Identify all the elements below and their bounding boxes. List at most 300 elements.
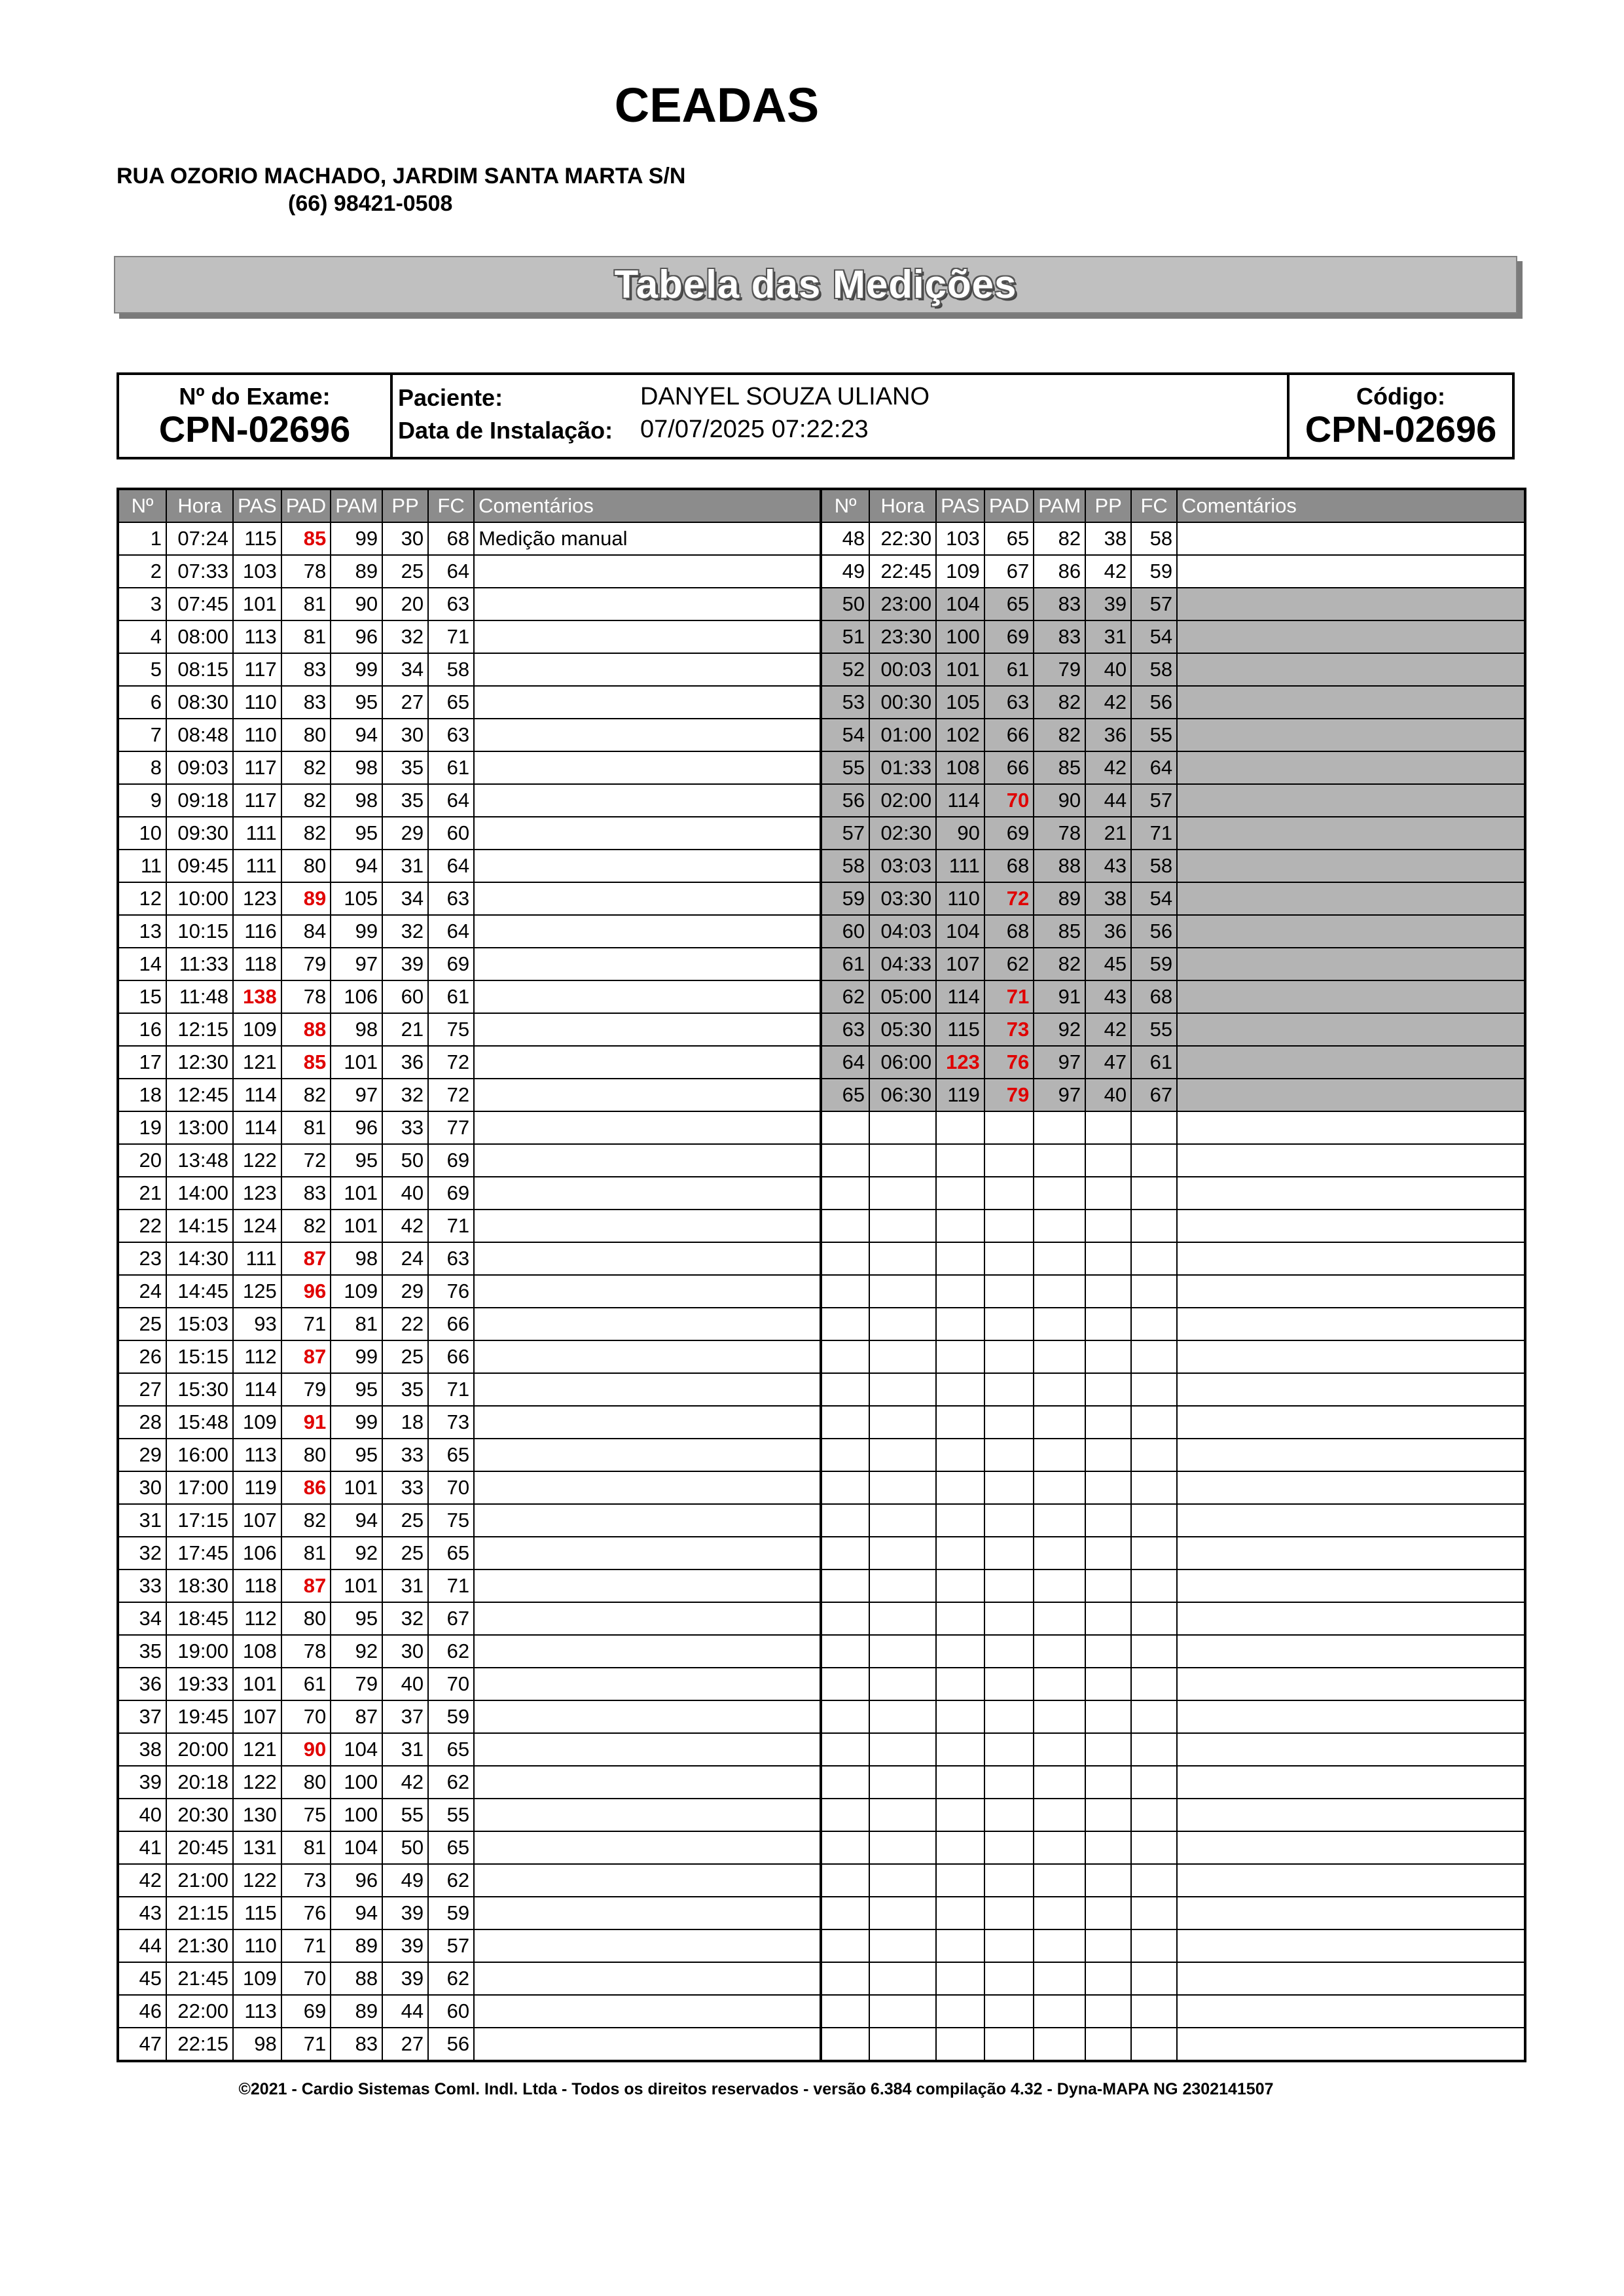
left-cell-time: 12:30 bbox=[166, 1046, 233, 1079]
left-header-number: Nº bbox=[118, 489, 166, 522]
right-cell-pas: 102 bbox=[936, 719, 984, 751]
right-cell-pad bbox=[984, 1308, 1034, 1340]
left-cell-pp: 18 bbox=[382, 1406, 428, 1439]
right-cell-time bbox=[869, 1471, 936, 1504]
left-cell-pam: 99 bbox=[331, 653, 382, 686]
right-cell-comments bbox=[1177, 1210, 1525, 1242]
exam-number-label: Nº do Exame: bbox=[179, 383, 331, 410]
left-header-time: Hora bbox=[166, 489, 233, 522]
right-cell-number bbox=[821, 1635, 869, 1668]
left-cell-number: 28 bbox=[118, 1406, 166, 1439]
left-cell-time: 14:30 bbox=[166, 1242, 233, 1275]
right-cell-fc bbox=[1131, 1831, 1177, 1864]
right-cell-fc bbox=[1131, 1537, 1177, 1570]
right-cell-pp: 42 bbox=[1085, 555, 1131, 588]
left-cell-comments bbox=[474, 1766, 821, 1799]
left-cell-pas: 110 bbox=[233, 686, 281, 719]
right-cell-pam: 90 bbox=[1034, 784, 1085, 817]
left-cell-pam: 104 bbox=[331, 1733, 382, 1766]
right-cell-pam bbox=[1034, 1210, 1085, 1242]
right-cell-comments bbox=[1177, 1700, 1525, 1733]
left-cell-pp: 33 bbox=[382, 1439, 428, 1471]
left-cell-comments bbox=[474, 1373, 821, 1406]
exam-number-cell bbox=[119, 375, 393, 457]
left-cell-pad: 78 bbox=[281, 1635, 331, 1668]
left-cell-comments bbox=[474, 1111, 821, 1144]
right-cell-pp bbox=[1085, 1275, 1131, 1308]
right-cell-pad bbox=[984, 1864, 1034, 1897]
right-cell-pas: 111 bbox=[936, 850, 984, 882]
right-cell-pas: 104 bbox=[936, 915, 984, 948]
left-cell-comments bbox=[474, 1897, 821, 1929]
left-cell-pas: 103 bbox=[233, 555, 281, 588]
left-cell-pad: 69 bbox=[281, 1995, 331, 2028]
right-cell-pam: 97 bbox=[1034, 1079, 1085, 1111]
right-cell-pas bbox=[936, 1439, 984, 1471]
left-cell-time: 07:33 bbox=[166, 555, 233, 588]
right-cell-pad bbox=[984, 1929, 1034, 1962]
right-cell-fc bbox=[1131, 1144, 1177, 1177]
left-cell-pam: 109 bbox=[331, 1275, 382, 1308]
left-cell-time: 10:00 bbox=[166, 882, 233, 915]
right-cell-time bbox=[869, 1340, 936, 1373]
left-cell-pad: 80 bbox=[281, 1439, 331, 1471]
exam-number-value: CPN-02696 bbox=[158, 408, 351, 450]
right-cell-number: 55 bbox=[821, 751, 869, 784]
right-cell-pad: 71 bbox=[984, 980, 1034, 1013]
right-cell-pad bbox=[984, 1831, 1034, 1864]
left-cell-pam: 97 bbox=[331, 1079, 382, 1111]
table-row bbox=[118, 1079, 1525, 1111]
left-cell-comments bbox=[474, 1471, 821, 1504]
left-cell-pas: 123 bbox=[233, 1177, 281, 1210]
left-cell-pas: 111 bbox=[233, 850, 281, 882]
right-cell-pam bbox=[1034, 1177, 1085, 1210]
left-cell-pam: 98 bbox=[331, 784, 382, 817]
left-cell-comments bbox=[474, 850, 821, 882]
left-cell-pam: 101 bbox=[331, 1046, 382, 1079]
left-cell-number: 34 bbox=[118, 1602, 166, 1635]
left-cell-pas: 113 bbox=[233, 1439, 281, 1471]
right-cell-pam: 82 bbox=[1034, 719, 1085, 751]
right-cell-time bbox=[869, 1799, 936, 1831]
left-cell-comments bbox=[474, 1799, 821, 1831]
right-cell-time bbox=[869, 1635, 936, 1668]
left-cell-pam: 99 bbox=[331, 1406, 382, 1439]
right-cell-fc bbox=[1131, 1373, 1177, 1406]
right-cell-pad: 67 bbox=[984, 555, 1034, 588]
right-cell-pad bbox=[984, 1210, 1034, 1242]
right-cell-pp bbox=[1085, 1504, 1131, 1537]
table-row bbox=[118, 1799, 1525, 1831]
left-cell-fc: 63 bbox=[428, 719, 474, 751]
left-cell-pam: 94 bbox=[331, 1504, 382, 1537]
right-cell-pad: 72 bbox=[984, 882, 1034, 915]
left-cell-pam: 100 bbox=[331, 1766, 382, 1799]
left-cell-pas: 112 bbox=[233, 1602, 281, 1635]
table-row bbox=[118, 588, 1525, 620]
left-cell-pad: 85 bbox=[281, 522, 331, 555]
right-cell-pad bbox=[984, 1700, 1034, 1733]
code-cell bbox=[1287, 375, 1512, 457]
table-row bbox=[118, 653, 1525, 686]
right-cell-pas bbox=[936, 1602, 984, 1635]
right-cell-pam bbox=[1034, 1799, 1085, 1831]
right-cell-time bbox=[869, 1897, 936, 1929]
left-cell-pad: 61 bbox=[281, 1668, 331, 1700]
left-cell-pad: 71 bbox=[281, 1929, 331, 1962]
left-cell-number: 42 bbox=[118, 1864, 166, 1897]
left-cell-fc: 56 bbox=[428, 2028, 474, 2061]
right-cell-number bbox=[821, 1210, 869, 1242]
left-cell-fc: 62 bbox=[428, 1962, 474, 1995]
left-cell-time: 10:15 bbox=[166, 915, 233, 948]
right-header-fc: FC bbox=[1131, 489, 1177, 522]
right-cell-comments bbox=[1177, 1602, 1525, 1635]
left-cell-fc: 62 bbox=[428, 1864, 474, 1897]
right-cell-fc bbox=[1131, 1864, 1177, 1897]
right-cell-time: 06:30 bbox=[869, 1079, 936, 1111]
left-cell-fc: 62 bbox=[428, 1635, 474, 1668]
table-row bbox=[118, 948, 1525, 980]
table-row bbox=[118, 1733, 1525, 1766]
left-cell-pam: 96 bbox=[331, 1111, 382, 1144]
left-cell-pas: 121 bbox=[233, 1733, 281, 1766]
left-cell-fc: 62 bbox=[428, 1766, 474, 1799]
right-cell-pp: 36 bbox=[1085, 719, 1131, 751]
right-cell-pad: 63 bbox=[984, 686, 1034, 719]
left-cell-pas: 107 bbox=[233, 1504, 281, 1537]
left-cell-pp: 25 bbox=[382, 555, 428, 588]
left-cell-time: 21:15 bbox=[166, 1897, 233, 1929]
left-cell-fc: 58 bbox=[428, 653, 474, 686]
right-cell-number bbox=[821, 1929, 869, 1962]
left-cell-comments bbox=[474, 1504, 821, 1537]
left-cell-pas: 116 bbox=[233, 915, 281, 948]
right-cell-pam bbox=[1034, 1242, 1085, 1275]
right-cell-time bbox=[869, 1864, 936, 1897]
right-cell-number bbox=[821, 1864, 869, 1897]
left-cell-time: 15:03 bbox=[166, 1308, 233, 1340]
left-cell-fc: 67 bbox=[428, 1602, 474, 1635]
right-cell-pp bbox=[1085, 1700, 1131, 1733]
left-cell-fc: 64 bbox=[428, 555, 474, 588]
table-row bbox=[118, 817, 1525, 850]
table-row bbox=[118, 1897, 1525, 1929]
right-cell-number bbox=[821, 1373, 869, 1406]
right-cell-time: 01:33 bbox=[869, 751, 936, 784]
left-cell-pp: 39 bbox=[382, 1897, 428, 1929]
left-cell-pas: 101 bbox=[233, 588, 281, 620]
left-cell-pam: 101 bbox=[331, 1210, 382, 1242]
left-cell-fc: 75 bbox=[428, 1013, 474, 1046]
right-cell-pam: 82 bbox=[1034, 686, 1085, 719]
right-cell-pad bbox=[984, 2028, 1034, 2061]
left-cell-number: 1 bbox=[118, 522, 166, 555]
left-cell-pad: 75 bbox=[281, 1799, 331, 1831]
right-cell-pam bbox=[1034, 1340, 1085, 1373]
right-cell-pad bbox=[984, 1897, 1034, 1929]
right-cell-pas: 105 bbox=[936, 686, 984, 719]
left-cell-comments bbox=[474, 980, 821, 1013]
right-cell-pp: 38 bbox=[1085, 522, 1131, 555]
right-header-pp: PP bbox=[1085, 489, 1131, 522]
left-cell-pam: 95 bbox=[331, 1602, 382, 1635]
left-cell-fc: 60 bbox=[428, 1995, 474, 2028]
right-cell-pp bbox=[1085, 1733, 1131, 1766]
right-cell-pad bbox=[984, 1733, 1034, 1766]
right-cell-time bbox=[869, 1537, 936, 1570]
right-cell-comments bbox=[1177, 555, 1525, 588]
left-cell-number: 25 bbox=[118, 1308, 166, 1340]
right-cell-pp bbox=[1085, 1635, 1131, 1668]
left-cell-pas: 101 bbox=[233, 1668, 281, 1700]
left-cell-pas: 130 bbox=[233, 1799, 281, 1831]
right-cell-number: 50 bbox=[821, 588, 869, 620]
right-header-pad: PAD bbox=[984, 489, 1034, 522]
right-cell-fc bbox=[1131, 1995, 1177, 2028]
left-cell-comments bbox=[474, 1570, 821, 1602]
left-cell-fc: 70 bbox=[428, 1471, 474, 1504]
right-cell-comments bbox=[1177, 1373, 1525, 1406]
left-cell-fc: 71 bbox=[428, 620, 474, 653]
left-cell-comments bbox=[474, 719, 821, 751]
table-row bbox=[118, 915, 1525, 948]
right-cell-fc bbox=[1131, 1897, 1177, 1929]
table-row bbox=[118, 1635, 1525, 1668]
left-cell-pas: 138 bbox=[233, 980, 281, 1013]
left-cell-pad: 91 bbox=[281, 1406, 331, 1439]
left-cell-comments bbox=[474, 1602, 821, 1635]
right-cell-comments bbox=[1177, 1929, 1525, 1962]
right-cell-pas: 101 bbox=[936, 653, 984, 686]
right-cell-pas bbox=[936, 1406, 984, 1439]
left-cell-comments bbox=[474, 555, 821, 588]
right-cell-pad bbox=[984, 1144, 1034, 1177]
right-cell-number: 54 bbox=[821, 719, 869, 751]
right-cell-pam bbox=[1034, 1471, 1085, 1504]
left-cell-number: 2 bbox=[118, 555, 166, 588]
right-cell-pas: 115 bbox=[936, 1013, 984, 1046]
left-cell-pp: 34 bbox=[382, 653, 428, 686]
left-cell-time: 11:33 bbox=[166, 948, 233, 980]
left-cell-pad: 81 bbox=[281, 1831, 331, 1864]
patient-label: Paciente: bbox=[398, 384, 503, 411]
left-cell-time: 18:45 bbox=[166, 1602, 233, 1635]
right-cell-comments bbox=[1177, 2028, 1525, 2061]
left-cell-pad: 81 bbox=[281, 1111, 331, 1144]
left-cell-comments bbox=[474, 1635, 821, 1668]
right-cell-pas: 114 bbox=[936, 784, 984, 817]
left-cell-comments bbox=[474, 1144, 821, 1177]
right-cell-pam bbox=[1034, 1111, 1085, 1144]
right-cell-pas: 114 bbox=[936, 980, 984, 1013]
left-cell-pad: 71 bbox=[281, 1308, 331, 1340]
left-cell-fc: 60 bbox=[428, 817, 474, 850]
right-cell-comments bbox=[1177, 882, 1525, 915]
left-cell-pp: 27 bbox=[382, 2028, 428, 2061]
right-cell-pam bbox=[1034, 1275, 1085, 1308]
left-cell-comments bbox=[474, 653, 821, 686]
table-row bbox=[118, 980, 1525, 1013]
table-row bbox=[118, 751, 1525, 784]
right-cell-fc bbox=[1131, 1242, 1177, 1275]
left-cell-pad: 96 bbox=[281, 1275, 331, 1308]
left-cell-comments bbox=[474, 751, 821, 784]
left-cell-comments bbox=[474, 1929, 821, 1962]
left-cell-comments bbox=[474, 1242, 821, 1275]
left-cell-pam: 96 bbox=[331, 620, 382, 653]
right-cell-pas bbox=[936, 1962, 984, 1995]
right-cell-time: 05:00 bbox=[869, 980, 936, 1013]
left-cell-pam: 95 bbox=[331, 1373, 382, 1406]
table-row bbox=[118, 1995, 1525, 2028]
left-cell-number: 18 bbox=[118, 1079, 166, 1111]
right-cell-pp bbox=[1085, 1177, 1131, 1210]
left-cell-pp: 29 bbox=[382, 817, 428, 850]
right-cell-pas bbox=[936, 1504, 984, 1537]
left-cell-fc: 70 bbox=[428, 1668, 474, 1700]
table-row bbox=[118, 1242, 1525, 1275]
left-cell-pas: 122 bbox=[233, 1144, 281, 1177]
left-cell-fc: 57 bbox=[428, 1929, 474, 1962]
right-cell-pad bbox=[984, 1995, 1034, 2028]
left-cell-fc: 66 bbox=[428, 1308, 474, 1340]
right-cell-number: 63 bbox=[821, 1013, 869, 1046]
left-cell-time: 21:45 bbox=[166, 1962, 233, 1995]
left-cell-pam: 95 bbox=[331, 1144, 382, 1177]
right-header-comments: Comentários bbox=[1177, 489, 1525, 522]
left-cell-time: 21:00 bbox=[166, 1864, 233, 1897]
right-cell-pp bbox=[1085, 1897, 1131, 1929]
right-cell-pas bbox=[936, 1275, 984, 1308]
right-cell-pad bbox=[984, 1962, 1034, 1995]
right-cell-pp: 47 bbox=[1085, 1046, 1131, 1079]
left-cell-pp: 21 bbox=[382, 1013, 428, 1046]
right-cell-time: 00:03 bbox=[869, 653, 936, 686]
right-cell-time bbox=[869, 1962, 936, 1995]
table-row bbox=[118, 1177, 1525, 1210]
right-cell-pam bbox=[1034, 1373, 1085, 1406]
left-cell-pp: 39 bbox=[382, 1962, 428, 1995]
left-cell-pad: 87 bbox=[281, 1570, 331, 1602]
right-cell-pas bbox=[936, 1111, 984, 1144]
left-cell-comments bbox=[474, 1308, 821, 1340]
left-cell-time: 19:45 bbox=[166, 1700, 233, 1733]
right-cell-fc: 71 bbox=[1131, 817, 1177, 850]
left-cell-pad: 86 bbox=[281, 1471, 331, 1504]
right-cell-fc bbox=[1131, 1733, 1177, 1766]
left-cell-time: 14:45 bbox=[166, 1275, 233, 1308]
right-cell-fc: 58 bbox=[1131, 522, 1177, 555]
left-cell-pad: 76 bbox=[281, 1897, 331, 1929]
right-cell-fc: 58 bbox=[1131, 850, 1177, 882]
left-header-pp: PP bbox=[382, 489, 428, 522]
right-cell-fc: 57 bbox=[1131, 588, 1177, 620]
left-cell-pas: 123 bbox=[233, 882, 281, 915]
left-cell-number: 47 bbox=[118, 2028, 166, 2061]
left-cell-pam: 98 bbox=[331, 1242, 382, 1275]
right-cell-time bbox=[869, 1275, 936, 1308]
right-cell-pp bbox=[1085, 1471, 1131, 1504]
right-cell-pam bbox=[1034, 1733, 1085, 1766]
left-cell-fc: 65 bbox=[428, 1537, 474, 1570]
right-cell-pp: 42 bbox=[1085, 751, 1131, 784]
right-cell-time bbox=[869, 2028, 936, 2061]
left-cell-pas: 111 bbox=[233, 1242, 281, 1275]
right-cell-comments bbox=[1177, 686, 1525, 719]
right-cell-number bbox=[821, 1242, 869, 1275]
left-cell-time: 21:30 bbox=[166, 1929, 233, 1962]
left-cell-pp: 60 bbox=[382, 980, 428, 1013]
table-row bbox=[118, 1831, 1525, 1864]
right-cell-pas bbox=[936, 1995, 984, 2028]
right-cell-comments bbox=[1177, 1799, 1525, 1831]
right-cell-pas bbox=[936, 1668, 984, 1700]
left-cell-time: 14:00 bbox=[166, 1177, 233, 1210]
left-cell-pam: 96 bbox=[331, 1864, 382, 1897]
left-cell-comments bbox=[474, 1733, 821, 1766]
left-cell-number: 8 bbox=[118, 751, 166, 784]
left-cell-pad: 82 bbox=[281, 1504, 331, 1537]
left-cell-number: 23 bbox=[118, 1242, 166, 1275]
left-cell-pam: 89 bbox=[331, 1995, 382, 2028]
left-cell-pad: 72 bbox=[281, 1144, 331, 1177]
left-cell-pas: 110 bbox=[233, 1929, 281, 1962]
right-cell-comments bbox=[1177, 719, 1525, 751]
right-cell-number: 64 bbox=[821, 1046, 869, 1079]
left-cell-pp: 35 bbox=[382, 1373, 428, 1406]
right-cell-pam: 83 bbox=[1034, 588, 1085, 620]
right-cell-pas bbox=[936, 1144, 984, 1177]
right-cell-comments bbox=[1177, 1733, 1525, 1766]
right-cell-pam bbox=[1034, 1439, 1085, 1471]
right-cell-time: 06:00 bbox=[869, 1046, 936, 1079]
right-cell-pp: 40 bbox=[1085, 1079, 1131, 1111]
right-cell-time: 02:30 bbox=[869, 817, 936, 850]
left-cell-pad: 80 bbox=[281, 719, 331, 751]
left-cell-pad: 70 bbox=[281, 1962, 331, 1995]
left-cell-number: 36 bbox=[118, 1668, 166, 1700]
left-cell-comments bbox=[474, 1406, 821, 1439]
left-cell-number: 37 bbox=[118, 1700, 166, 1733]
left-cell-pam: 101 bbox=[331, 1471, 382, 1504]
table-row bbox=[118, 1471, 1525, 1504]
left-cell-pp: 32 bbox=[382, 1079, 428, 1111]
right-cell-pas bbox=[936, 1733, 984, 1766]
right-cell-comments bbox=[1177, 1962, 1525, 1995]
right-cell-time bbox=[869, 1373, 936, 1406]
left-cell-time: 12:45 bbox=[166, 1079, 233, 1111]
right-cell-pad: 65 bbox=[984, 522, 1034, 555]
right-cell-number: 52 bbox=[821, 653, 869, 686]
left-cell-pam: 92 bbox=[331, 1635, 382, 1668]
right-cell-pp bbox=[1085, 1373, 1131, 1406]
left-cell-fc: 76 bbox=[428, 1275, 474, 1308]
left-header-pas: PAS bbox=[233, 489, 281, 522]
left-cell-pad: 90 bbox=[281, 1733, 331, 1766]
left-cell-comments bbox=[474, 1013, 821, 1046]
right-cell-number: 53 bbox=[821, 686, 869, 719]
right-cell-pas bbox=[936, 1766, 984, 1799]
right-cell-time: 04:33 bbox=[869, 948, 936, 980]
right-cell-number bbox=[821, 1144, 869, 1177]
table-row bbox=[118, 1602, 1525, 1635]
right-cell-pp bbox=[1085, 1864, 1131, 1897]
right-cell-pam: 79 bbox=[1034, 653, 1085, 686]
right-cell-pas bbox=[936, 1308, 984, 1340]
left-cell-pam: 89 bbox=[331, 1929, 382, 1962]
